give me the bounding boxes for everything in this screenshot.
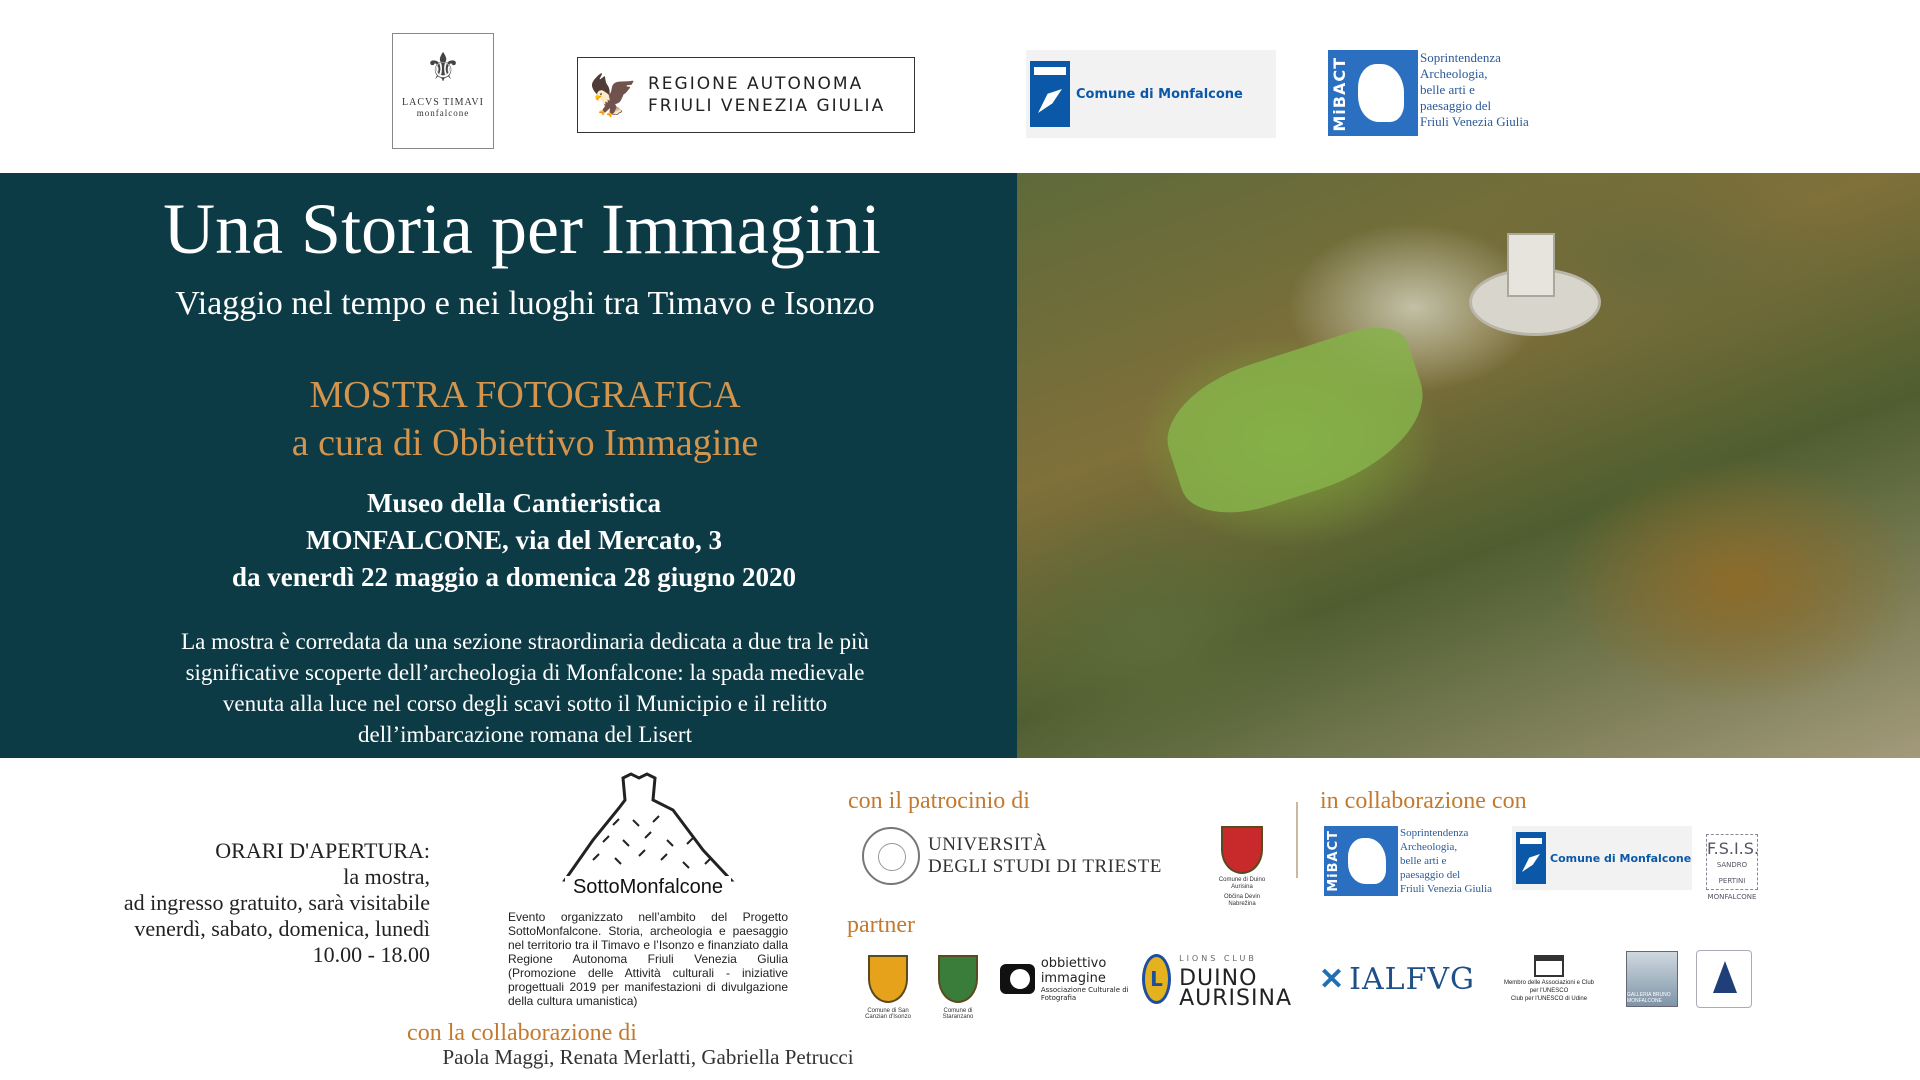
- gallery-building-icon: [1626, 951, 1678, 1007]
- mibact-line: Friuli Venezia Giulia: [1420, 114, 1529, 129]
- obbiettivo-caption: Associazione Culturale di Fotografia: [1040, 986, 1129, 1002]
- duino-aurisina-logo: [1212, 826, 1272, 907]
- mibact-line: Soprintendenza: [1400, 827, 1469, 839]
- description-line: significative scoperte dell’archeologia di Monfalcone: la spada medievale: [185, 660, 865, 685]
- sailing-club-logo: [1694, 948, 1754, 1010]
- opening-hours-line: 10.00 - 18.00: [312, 942, 430, 967]
- lions-small: LIONS CLUB: [1179, 954, 1257, 963]
- ialfvg-label: IALFVG: [1349, 961, 1476, 997]
- unesco-club-logo: [1494, 948, 1604, 1010]
- comune-logo-label: Comune di Monfalcone: [1076, 86, 1243, 102]
- description-line: venuta alla luce nel corso degli scavi sotto il Municipio e il relitto: [222, 691, 828, 716]
- comune-small-label: Comune di Monfalcone: [1550, 851, 1692, 865]
- staranzano-caption: Comune di Staranzano: [942, 1008, 974, 1020]
- partner-label: partner: [847, 912, 915, 938]
- fsis-mark: F.S.I.S.: [1707, 839, 1760, 858]
- univ-line1: UNIVERSITÀ: [928, 834, 1047, 855]
- opening-hours-heading: ORARI D'APERTURA:: [215, 838, 430, 863]
- lions-line2: AURISINA: [1179, 986, 1292, 1011]
- regione-fvg-logo: [577, 57, 915, 133]
- ialfvg-mark-icon: ✕: [1318, 961, 1346, 997]
- photo-castle-tower: [1507, 233, 1555, 297]
- city-shield-icon: [1516, 832, 1546, 884]
- sottomonfalcone-logo: [553, 770, 743, 900]
- mibact-line: Friuli Venezia Giulia: [1400, 883, 1493, 895]
- in-collaboration-label: in collaborazione con: [1320, 788, 1527, 814]
- sailboat-icon: [1696, 950, 1752, 1008]
- lions-club-logo: [1142, 948, 1292, 1010]
- univ-trieste-logo: [862, 826, 1182, 886]
- duino-caption-1: Comune di Duino Aurisina: [1218, 877, 1266, 890]
- lions-emblem-icon: L: [1142, 954, 1171, 1004]
- ialfvg-logo: [1312, 948, 1482, 1010]
- camera-lens-icon: [1000, 964, 1035, 994]
- coat-of-arms-icon: [938, 955, 978, 1003]
- coat-of-arms-icon: [1221, 826, 1263, 874]
- san-canzian-logo: [860, 948, 916, 1020]
- coat-of-arms-icon: [868, 955, 908, 1003]
- gallery-caption: GALLERIA BRUNO MONFALCONE: [1627, 992, 1671, 1004]
- regione-logo-line1: REGIONE AUTONOMA: [648, 74, 864, 94]
- sottomonfalcone-description: Evento organizzato nell’ambito del Progetto SottoMonfalcone. Storia, archeologia e paesaggio nel territorio tra il Timavo e l’Isonzo e finanziato dalla Regione Autonoma Friuli Venezia Giulia (Promozione delle Attività culturali - iniziative progettuali 2019 per manifestazioni di divulgazione della cultura umanistica): [508, 910, 788, 1008]
- mibact-mark: MiBACT: [1330, 57, 1349, 132]
- collaboration-names: Paola Maggi, Renata Merlatti, Gabriella Petrucci: [442, 1045, 854, 1069]
- regione-logo-line2: FRIULI VENEZIA GIULIA: [648, 96, 886, 116]
- mibact-line: Archeologia,: [1400, 841, 1458, 853]
- temple-icon: [1534, 955, 1564, 977]
- univ-line2: DEGLI STUDI DI TRIESTE: [928, 856, 1162, 877]
- obbiettivo-line2: immagine: [1040, 971, 1106, 986]
- obbiettivo-line1: obbiettivo: [1040, 956, 1107, 971]
- mibact-line: paesaggio del: [1420, 98, 1492, 113]
- mibact-line: Soprintendenza: [1420, 50, 1501, 65]
- photo-meadow: [1152, 316, 1443, 529]
- page-title: Una Storia per Immagini: [163, 189, 881, 269]
- city-shield-icon: [1030, 61, 1070, 127]
- obbiettivo-immagine-logo: [1000, 948, 1150, 1010]
- opening-hours-line: la mostra,: [343, 864, 430, 889]
- mibact-line: paesaggio del: [1400, 869, 1461, 881]
- opening-hours: [30, 838, 430, 968]
- duino-caption-2: Občina Devin Nabrežina: [1223, 894, 1261, 907]
- section-divider: [1296, 802, 1298, 878]
- mibact-mark: MiBACT: [1326, 830, 1341, 892]
- venue-block: [0, 485, 1028, 596]
- exhibition-dates: da venerdì 22 maggio a domenica 28 giugno 2020: [231, 562, 797, 592]
- lacus-logo-line1: LACVS TIMAVI: [402, 97, 484, 108]
- aerial-castle-photo: [1017, 173, 1920, 758]
- mibact-head-icon: [1328, 50, 1418, 136]
- collaboration-label: con la collaborazione di: [407, 1020, 637, 1046]
- unesco-caption: Club per l'UNESCO di Udine: [1510, 996, 1588, 1002]
- unesco-line1: Membro delle Associazioni e Club per l'UNESCO: [1503, 980, 1595, 994]
- hero-panel: [0, 173, 1017, 758]
- lacus-logo-line2: monfalcone: [416, 108, 470, 118]
- lions-line1: DUINO: [1179, 966, 1258, 991]
- twin-fish-emblem-icon: ⚜: [425, 45, 461, 90]
- venue-name: Museo della Cantieristica: [367, 488, 661, 518]
- exhibition-description: [40, 626, 1010, 750]
- mibact-line: Archeologia,: [1420, 66, 1488, 81]
- opening-hours-line: venerdì, sabato, domenica, lunedì: [134, 916, 430, 941]
- mibact-line: belle arti e: [1420, 82, 1475, 97]
- opening-hours-line: ad ingresso gratuito, sarà visitabile: [123, 890, 430, 915]
- comune-monfalcone-logo-small: [1512, 826, 1692, 890]
- lacus-timavi-logo: [392, 33, 494, 149]
- comune-monfalcone-logo: [1026, 50, 1276, 138]
- mibact-head-icon: [1324, 826, 1398, 896]
- page-subtitle: Viaggio nel tempo e nei luoghi tra Timavo e Isonzo: [175, 285, 875, 322]
- patronage-label: con il patrocinio di: [848, 788, 1030, 814]
- exhibition-type: MOSTRA FOTOGRAFICA: [309, 374, 741, 416]
- description-line: La mostra è corredata da una sezione straordinaria dedicata a due tra le più: [181, 629, 869, 654]
- exhibition-curator: a cura di Obbiettivo Immagine: [291, 422, 759, 464]
- description-line: dell’imbarcazione romana del Lisert: [358, 722, 692, 747]
- exhibition-heading: [0, 371, 1050, 467]
- fsis-logo: [1706, 834, 1760, 901]
- mibact-logo-small: [1324, 826, 1504, 898]
- eagle-icon: 🦅: [588, 72, 638, 118]
- galleria-bruno-logo: [1624, 948, 1680, 1010]
- university-seal-icon: [862, 827, 920, 885]
- sottomonfalcone-wordmark: SottoMonfalcone: [565, 876, 731, 899]
- staranzano-logo: [930, 948, 986, 1020]
- mibact-line: belle arti e: [1400, 855, 1447, 867]
- venue-address: MONFALCONE, via del Mercato, 3: [306, 525, 722, 555]
- san-canzian-caption: Comune di San Canzian d'Isonzo: [865, 1008, 911, 1020]
- fsis-sub: SANDRO PERTINI MONFALCONE: [1707, 861, 1757, 901]
- mibact-logo: [1328, 50, 1548, 138]
